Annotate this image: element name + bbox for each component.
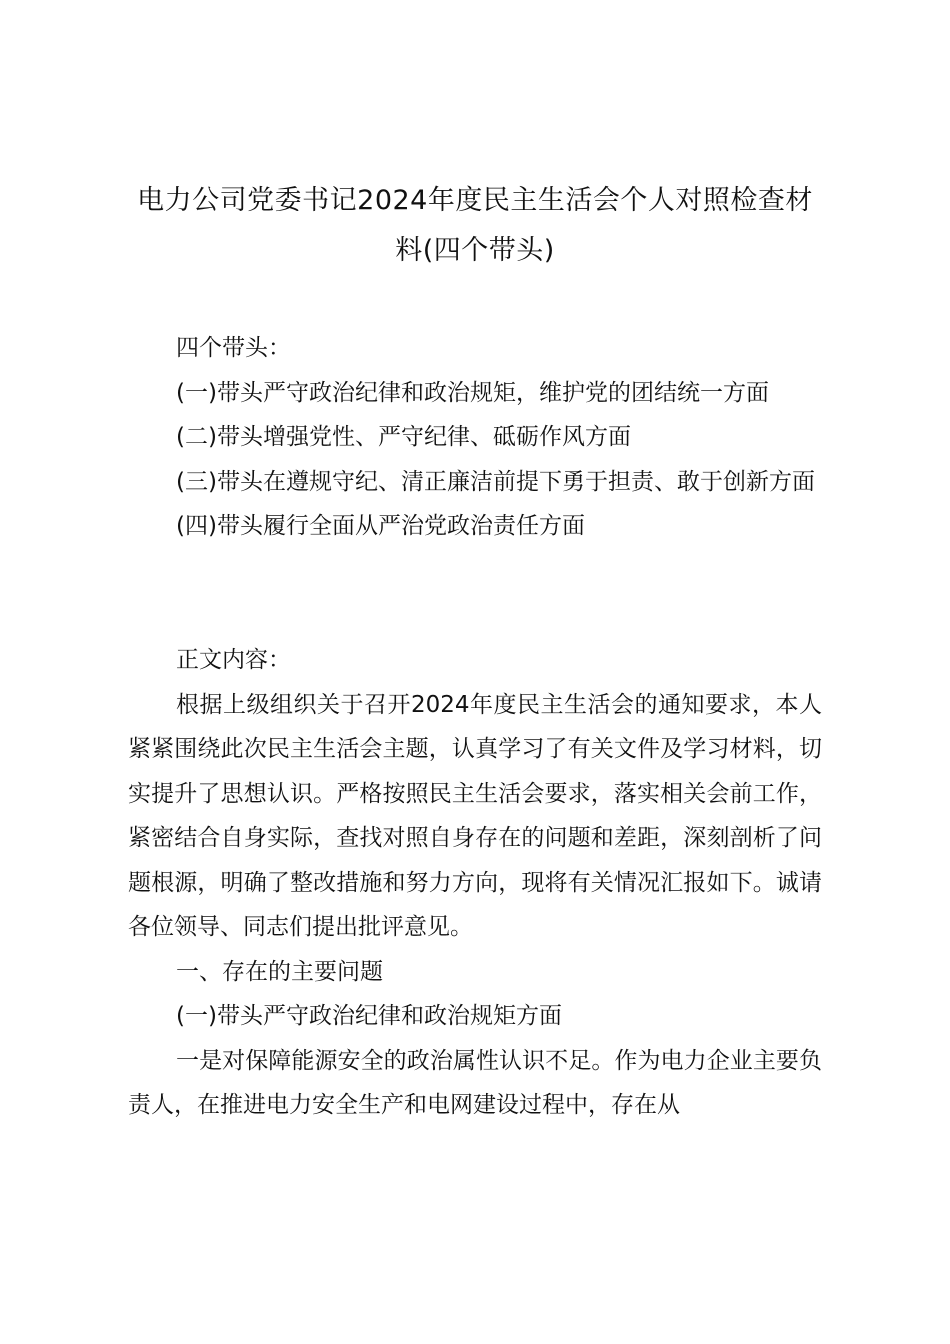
four-leads-heading: 四个带头：	[176, 335, 291, 361]
lead-item-4: (四)带头履行全面从严治党政治责任方面	[176, 513, 585, 539]
document-title: 电力公司党委书记2024年度民主生活会个人对照检查材料(四个带头)	[137, 185, 813, 266]
lead-item-3: (三)带头在遵规守纪、清正廉洁前提下勇于担责、敢于创新方面	[176, 468, 815, 495]
section-heading-issues: 一、存在的主要问题	[176, 958, 383, 985]
subsection-heading-discipline: (一)带头严守政治纪律和政治规矩方面	[176, 1003, 562, 1029]
lead-item-2: (二)带头增强党性、严守纪律、砥砺作风方面	[176, 424, 631, 450]
intro-paragraph: 根据上级组织关于召开2024年度民主生活会的通知要求，本人紧紧围绕此次民主生活会主题，认真学习了有关文件及学习材料，切实提升了思想认识。严格按照民主生活会要求，落实相关会前工作，紧密结合自身实际，查找对照自身存在的问题和差距，深刻剖析了问题根源，明确了整改措施和努力方向，现将有关情况汇报如下。诚请各位领导、同志们提出批评意见。	[128, 691, 822, 940]
lead-item-1: (一)带头严守政治纪律和政治规矩，维护党的团结统一方面	[176, 379, 769, 406]
main-content-heading: 正文内容：	[176, 647, 291, 673]
main-content-section	[128, 638, 822, 1128]
four-leads-section	[128, 326, 822, 549]
point-paragraph-1: 一是对保障能源安全的政治属性认识不足。作为电力企业主要负责人，在推进电力安全生产和电网建设过程中，存在从	[128, 1047, 822, 1118]
